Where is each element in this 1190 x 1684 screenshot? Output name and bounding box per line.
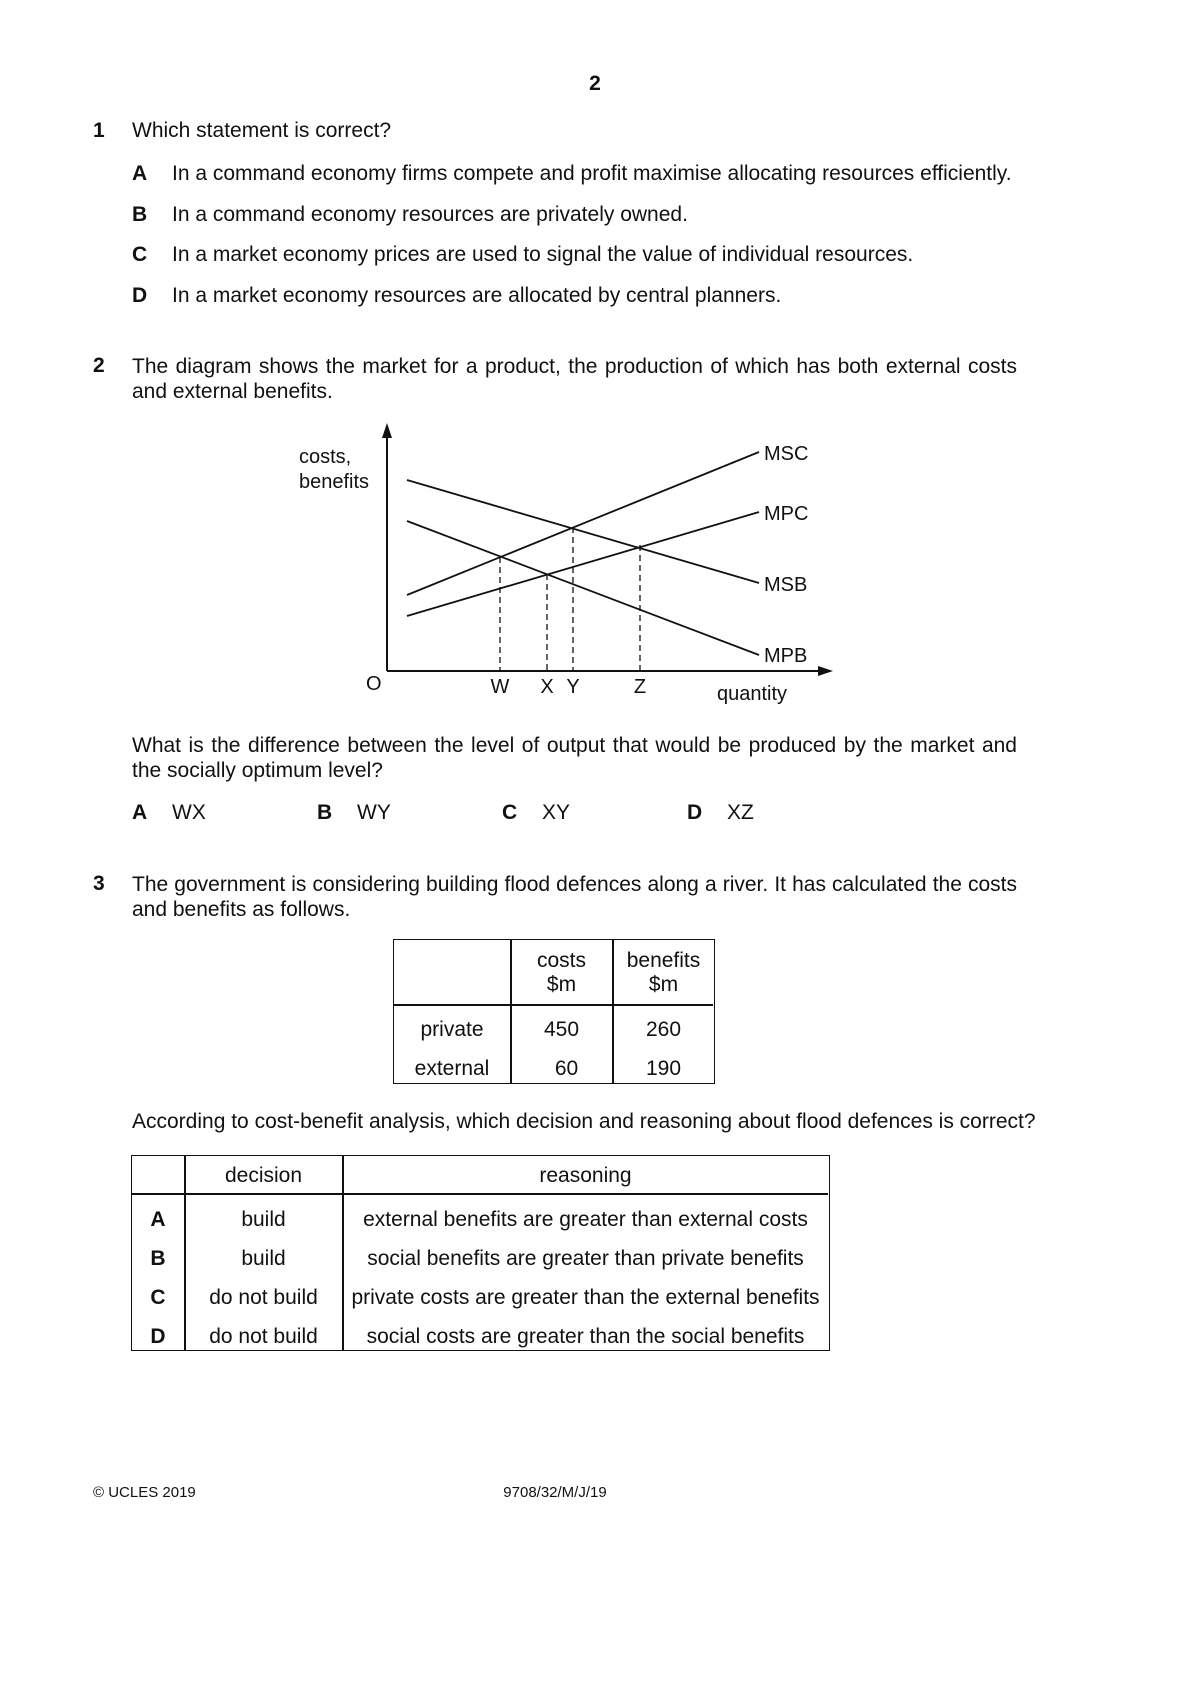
cost-benefit-table xyxy=(393,939,715,1084)
answer-row-b-decision: build xyxy=(241,1247,286,1270)
answer-row-a-reasoning: external benefits are greater than external costs xyxy=(363,1208,808,1231)
answer-table xyxy=(131,1155,830,1351)
footer-code: 9708/32/M/J/19 xyxy=(503,1484,607,1501)
question-3-stem: The government is considering building flood defences along a river. It has calculated the costs and benefits as follows. xyxy=(132,873,1017,921)
q1-option-a-text: In a command economy firms compete and profit maximise allocating resources efficiently. xyxy=(172,162,1012,185)
w-label: W xyxy=(490,676,510,698)
costs-header xyxy=(511,949,612,997)
q2-option-a-text: WX xyxy=(172,801,206,824)
q1-option-b-text: In a command economy resources are privately owned. xyxy=(172,203,688,226)
question-1-number: 1 xyxy=(93,119,105,142)
x-label: X xyxy=(540,676,554,698)
question-2-question: What is the difference between the level of output that would be produced by the market and the socially optimum level? xyxy=(132,734,1017,782)
q1-option-b-letter: B xyxy=(132,203,148,226)
costs-header-line2: $m xyxy=(546,973,577,996)
question-3-number: 3 xyxy=(93,872,105,895)
question-2-stem: The diagram shows the market for a product, the production of which has both external costs and external benefits. xyxy=(132,355,1017,403)
q2-option-b-text: WY xyxy=(357,801,391,824)
answer-row-c-decision: do not build xyxy=(209,1286,318,1309)
externalities-diagram xyxy=(280,415,840,715)
x-axis-label: quantity xyxy=(717,683,788,705)
footer-copyright: © UCLES 2019 xyxy=(93,1484,196,1501)
page-number: 2 xyxy=(589,72,601,95)
answer-row-b-reasoning: social benefits are greater than private benefits xyxy=(367,1247,804,1270)
q2-option-d-letter: D xyxy=(687,801,703,824)
benefits-header-line2: $m xyxy=(648,973,679,996)
answer-row-d-reasoning: social costs are greater than the social benefits xyxy=(366,1325,805,1348)
q2-option-d-text: XZ xyxy=(727,801,754,824)
q1-option-c-text: In a market economy prices are used to signal the value of individual resources. xyxy=(172,243,914,266)
mpc-curve xyxy=(407,512,759,616)
mpb-curve xyxy=(407,521,759,655)
costs-header-line1: costs xyxy=(536,949,586,972)
answer-row-d-letter: D xyxy=(150,1325,166,1348)
row-external-label: external xyxy=(414,1057,490,1080)
y-label: Y xyxy=(566,676,580,698)
answer-row-c-reasoning: private costs are greater than the external benefits xyxy=(351,1286,820,1309)
y-axis-arrow-icon xyxy=(382,423,392,438)
y-axis-label-line2: benefits xyxy=(299,471,370,493)
benefits-header-line1: benefits xyxy=(626,949,701,972)
q1-option-a-letter: A xyxy=(132,162,148,185)
q2-option-b-letter: B xyxy=(317,801,333,824)
row-external-costs: 60 xyxy=(554,1057,579,1080)
q2-option-c-text: XY xyxy=(542,801,571,824)
msc-label: MSC xyxy=(764,443,809,465)
msb-label: MSB xyxy=(764,574,808,596)
y-axis-label-line1: costs, xyxy=(299,446,352,468)
q1-option-d-text: In a market economy resources are allocated by central planners. xyxy=(172,284,782,307)
answer-row-a-letter: A xyxy=(150,1208,166,1231)
q2-option-a-letter: A xyxy=(132,801,148,824)
x-axis-arrow-icon xyxy=(818,666,833,676)
q1-option-d-letter: D xyxy=(132,284,148,307)
reasoning-header: reasoning xyxy=(539,1164,632,1187)
z-label: Z xyxy=(633,676,647,698)
question-1-stem: Which statement is correct? xyxy=(132,119,392,142)
answer-row-d-decision: do not build xyxy=(209,1325,318,1348)
question-2-number: 2 xyxy=(93,354,105,377)
decision-header: decision xyxy=(224,1164,303,1187)
row-private-label: private xyxy=(420,1018,484,1041)
row-private-benefits: 260 xyxy=(645,1018,682,1041)
table-divider xyxy=(132,1193,828,1195)
row-external-benefits: 190 xyxy=(645,1057,682,1080)
q2-option-c-letter: C xyxy=(502,801,518,824)
question-3-question: According to cost-benefit analysis, which decision and reasoning about flood defences is correct? xyxy=(132,1110,1036,1133)
msb-curve xyxy=(407,480,759,583)
q1-option-c-letter: C xyxy=(132,243,148,266)
row-private-costs: 450 xyxy=(543,1018,580,1041)
table-divider xyxy=(394,1004,713,1006)
answer-row-b-letter: B xyxy=(150,1247,166,1270)
origin-label: O xyxy=(366,673,382,695)
benefits-header xyxy=(613,949,714,997)
mpc-label: MPC xyxy=(764,503,809,525)
msc-curve xyxy=(407,452,759,595)
answer-row-a-decision: build xyxy=(241,1208,286,1231)
mpb-label: MPB xyxy=(764,645,808,667)
answer-row-c-letter: C xyxy=(150,1286,166,1309)
